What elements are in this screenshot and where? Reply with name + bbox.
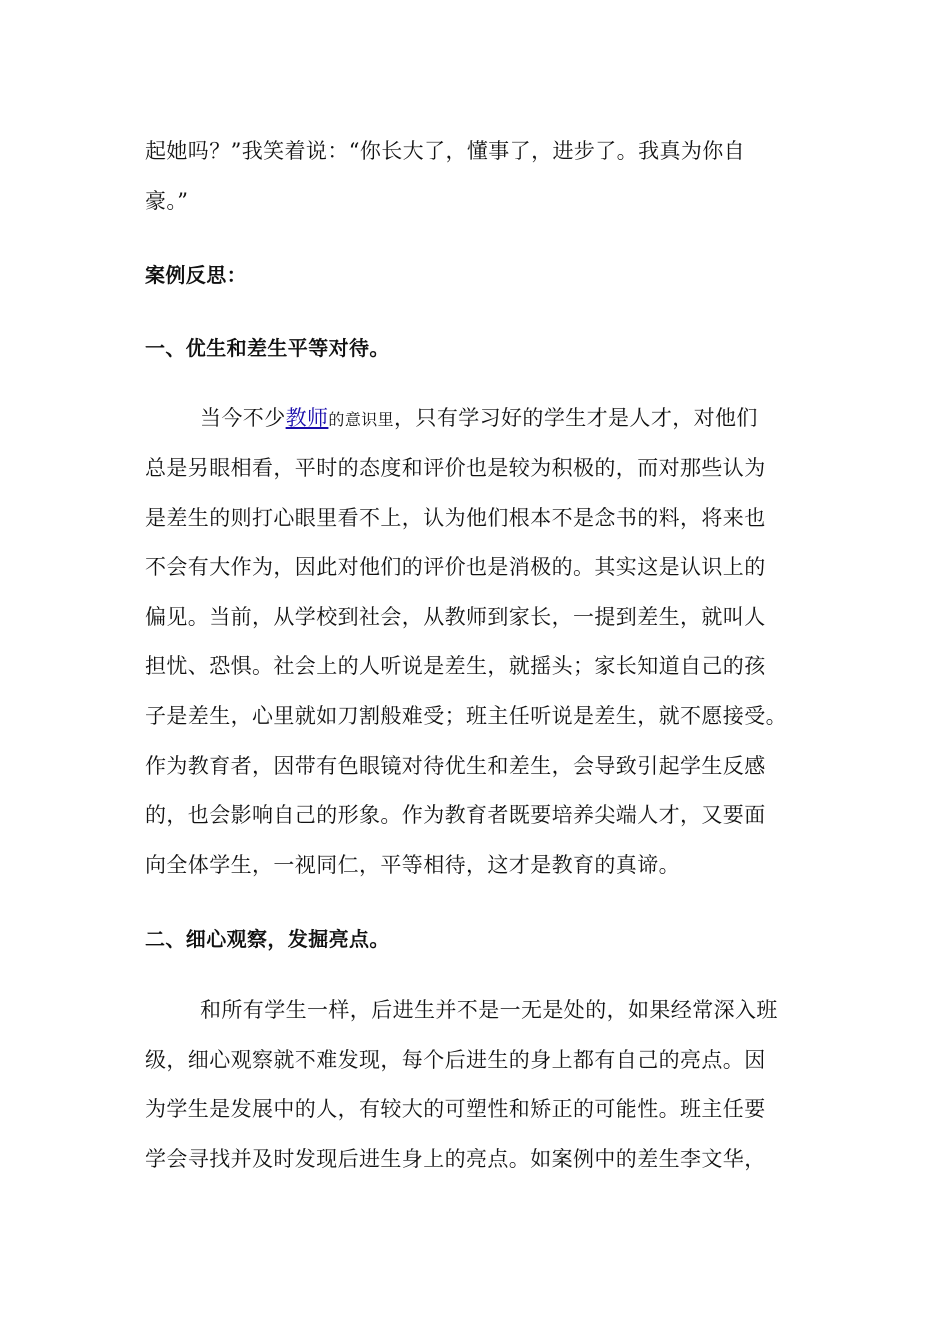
section1-first-prefix: 当今不少 [200, 406, 286, 430]
section1-line: 担忧、恐惧。社会上的人听说是差生，就摇头；家长知道自己的孩 [145, 654, 766, 678]
section2-heading: 二、细心观察，发掘亮点。 [145, 927, 390, 951]
section1-first-rest: ，只有学习好的学生才是人才，对他们 [394, 406, 758, 430]
section1-line: 向全体学生，一视同仁，平等相待，这才是教育的真谛。 [145, 853, 680, 877]
section1-line: 作为教育者，因带有色眼镜对待优生和差生，会导致引起学生反感 [145, 754, 766, 778]
section1-line: 的，也会影响自己的形象。作为教育者既要培养尖端人才，又要面 [145, 803, 766, 827]
section1-first-small: 的意识里 [328, 410, 395, 429]
intro-line-1: 起她吗？”我笑着说：“你长大了，懂事了，进步了。我真为你自 [145, 139, 746, 163]
section1-line: 子是差生，心里就如刀割般难受；班主任听说是差生，就不愿接受。 [145, 704, 787, 728]
section2-line: 学会寻找并及时发现后进生身上的亮点。如案例中的差生李文华， [145, 1147, 766, 1171]
teacher-link[interactable]: 教师 [285, 406, 329, 430]
section2-line: 为学生是发展中的人，有较大的可塑性和矫正的可能性。班主任要 [145, 1097, 766, 1121]
reflection-heading: 案例反思： [145, 263, 247, 287]
intro-line-2: 豪。” [145, 189, 189, 213]
section2-line: 级，细心观察就不难发现，每个后进生的身上都有自己的亮点。因 [145, 1048, 766, 1072]
section1-first-line [200, 403, 880, 435]
section2-first-line: 和所有学生一样，后进生并不是一无是处的，如果经常深入班 [200, 998, 778, 1022]
section1-line: 总是另眼相看，平时的态度和评价也是较为积极的，而对那些认为 [145, 456, 766, 480]
section1-line: 是差生的则打心眼里看不上，认为他们根本不是念书的料，将来也 [145, 506, 766, 530]
section1-line: 偏见。当前，从学校到社会，从教师到家长，一提到差生，就叫人 [145, 605, 766, 629]
section1-line: 不会有大作为，因此对他们的评价也是消极的。其实这是认识上的 [145, 555, 766, 579]
section1-heading: 一、优生和差生平等对待。 [145, 336, 390, 360]
